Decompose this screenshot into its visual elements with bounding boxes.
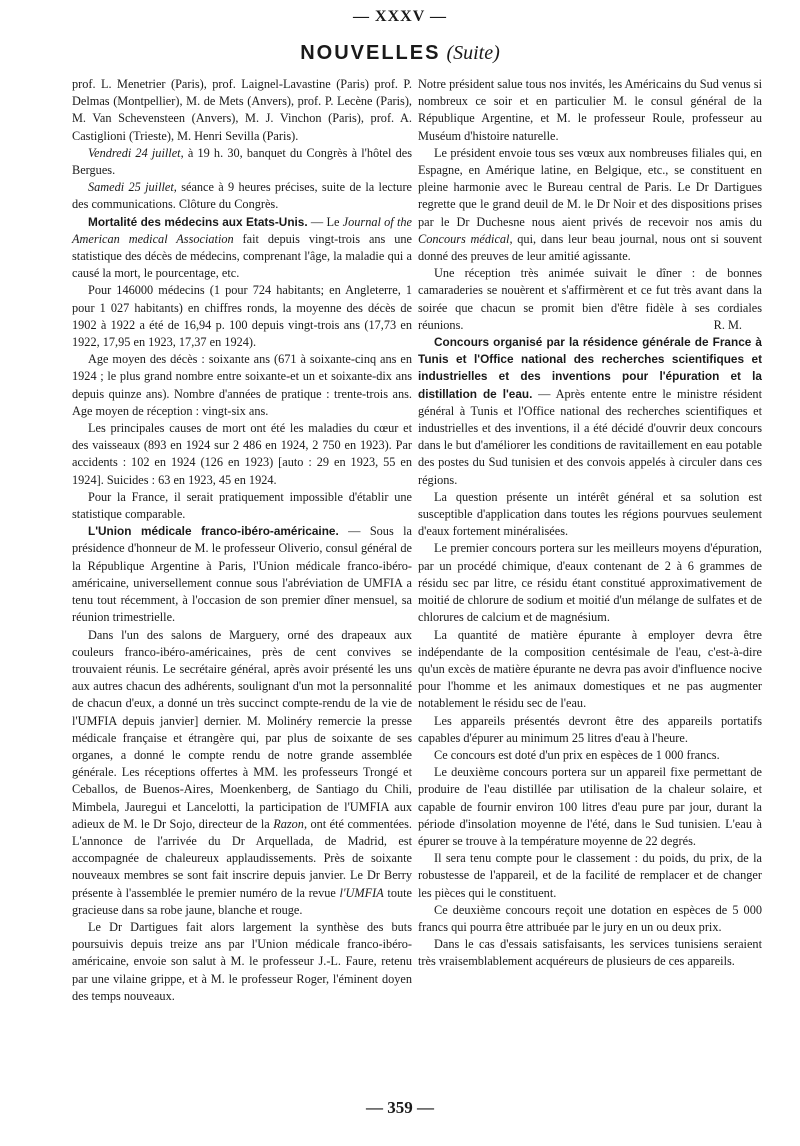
article-heading: Concours organisé par la résidence générale de France à Tunis et l'Office national des recherches scientifiques et industrielles et des inventions pour l'épuration et la distillation de l'eau. — [418, 335, 762, 401]
paragraph: Dans le cas d'essais satisfaisants, les services tunisiens seraient très vraisemblablement acquéreurs de plusieurs de ces appareils. — [418, 937, 762, 969]
paragraph-text: séance à 9 heures précises, suite de la lecture des communications. Clôture du Congrès. — [72, 180, 412, 212]
paragraph-text: toute gracieuse dans sa robe jaune, blanche et rouge. — [72, 885, 412, 917]
paragraph: Notre président salue tous nos invités, les Américains du Sud venus si nombreux ce soir et en particulier M. le consul général de la République Argentine, et M. le professeur Roule, professeur au Muséum d'histoire naturelle. — [418, 77, 762, 143]
paragraph: Les appareils présentés devront être des appareils portatifs capables d'épurer au minimum 25 litres d'eau à l'heure. — [418, 713, 762, 745]
article-concours — [418, 334, 762, 489]
paragraph-text: — Après entente entre le ministre résident général à Tunis et l'Office national des recherches scientifiques et industrielles et des inventions, il a été décidé d'ouvrir deux concours dans le but d'améliorer les conditions de ravitaillement en eau potable des postes du Sud tunisien et des convois appelés à circuler dans ces régions. — [418, 386, 763, 487]
paragraph: Pour la France, il serait pratiquement impossible d'établir une statistique comparable. — [72, 489, 412, 522]
paragraph — [72, 179, 412, 213]
umfia-title: l'UMFIA — [339, 885, 384, 900]
paragraph: Le premier concours portera sur les meilleurs moyens d'épuration, par un procédé chimique, d'eaux contenant de 2 à 6 grammes de résidu sec par litre, ce résidu étant constitué approximativement de moitié de chlorure de sodium et moitié d'un mélange de sulfates et de chlorures de calcium et de magnésium. — [418, 541, 762, 625]
page-roman-numeral: — XXXV — — [353, 8, 447, 25]
razon-title: Razon — [273, 816, 304, 831]
paragraph-text: , ont été commentées. L'annonce de l'arrivée du Dr Arquellada, de Madrid, est accompagnée de chaleureux applaudissements. Près de soixante nouveaux membres se sont fait inscrire depuis janvier. Le Dr Berry présente à l'assemblée le premier numéro de la revue — [72, 816, 412, 900]
concours-medical-title: Concours médical, — [418, 231, 513, 246]
left-column — [72, 76, 412, 1005]
page-number: — 359 — — [366, 1098, 434, 1117]
paragraph: prof. L. Menetrier (Paris), prof. Laignel-Lavastine (Paris) prof. P. Delmas (Montpellier), M. de Mets (Anvers), prof. P. Lecène (Paris), M. Van Schevensteen (Anvers), M. J. Vinchon (Paris), prof. A. Castiglioni (Trieste), M. Henri Sevilla (Paris). — [72, 77, 412, 143]
paragraph: Les principales causes de mort ont été les maladies du cœur et des vaisseaux (893 en 1924 sur 2 486 en 1924, 2 750 en 1923). Par accidents : 102 en 1924 (126 en 1923) [auto : 29 en 1923, 55 en 1924]. Suicides : 63 en 1923, 45 en 1924. — [72, 421, 412, 487]
paragraph: Ce deuxième concours reçoit une dotation en espèces de 5 000 francs qui pourra être attribuée par le jury en un ou deux prix. — [418, 902, 762, 934]
paragraph: Age moyen des décès : soixante ans (671 à soixante-cinq ans en 1924 ; le plus grand nombre entre soixante-et un et soixante-dix ans depuis quinze ans). Nombre d'années de pratique : trente-trois ans. Age moyen de réception : vingt-six ans. — [72, 352, 412, 418]
paragraph — [72, 627, 412, 919]
paragraph-text: à 19 h. 30, banquet du Congrès à l'hôtel des Bergues. — [72, 145, 412, 178]
paragraph-text: Une réception très animée suivait le dîner : de bonnes camaraderies se nouèrent et s'affirmèrent et ce fut très avant dans la soirée que chacun se promit bien d'être fidèle à ses cordiales réunions. — [418, 266, 762, 332]
paragraph: Pour 146000 médecins (1 pour 724 habitants; en Angleterre, 1 pour 1 027 habitants) en chiffres ronds, la moyenne des décès de 1902 à 1922 a été de 16,94 p. 100 depuis vingt-trois ans (17,73 en 1922, 17,95 en 1923, 17,37 en 1924). — [72, 283, 412, 350]
paragraph-text: fait depuis vingt-trois ans une statistique des décès de médecins, comprenant l'âge, la maladie qui a causé la mort, le pourcentage, etc. — [72, 231, 412, 281]
paragraph — [418, 265, 762, 334]
article-heading: L'Union médicale franco-ibéro-américaine. — [88, 524, 339, 539]
article-heading: Mortalité des médecins aux Etats-Unis. — [88, 214, 308, 229]
paragraph: La quantité de matière épurante à employer devra être indépendante de la composition centésimale de l'eau, c'est-à-dire qu'un excès de matière épurante ne devra pas avoir d'influence nocive pour l'homme et les animaux domestiques et ne pas augmenter notablement le résidu sec de l'eau. — [418, 627, 762, 711]
paragraph: La question présente un intérêt général et sa solution est susceptible d'application dans toutes les régions pourvues seulement d'eaux fortement minéralisées. — [418, 489, 762, 539]
paragraph-text: Le président envoie tous ses vœux aux nombreuses filiales qui, en Espagne, en Amérique latine, en Belgique, etc., se constituent en pleine harmonie avec le Bureau central de Paris. Le Dr Dartigues regrette que le grand deuil de M. le Dr Noir et des dispositions prises par le Dr Duchesne nous aient privés de recevoir nos amis du — [418, 145, 762, 229]
paragraph-text: Dans l'un des salons de Marguery, orné des drapeaux aux couleurs franco-ibéro-américaines, près de cent convives se trouvaient réunis. Le secrétaire général, après avoir présenté les uns aux autres chacun des adhérents, soulignant d'un mot la personnalité de chacun d'eux, a donné un très succinct compte-rendu de la vie de l'UMFIA depuis janvier] dernier. M. Molinéry remercie la presse médicale française et étrangère qui, par plus de soixante de ses organes, a donné le compte rendu de notre grande assemblée générale. Les réceptions offertes à MM. les professeurs Trongé et Ceballos, de Buenos-Aires, Moenkenberg, de Santiago du Chili, Mimbela, Jauregui et Lancelotti, la participation de l'UMFIA aux adieux de M. le Dr Sojo, directeur de la — [72, 627, 412, 831]
paragraph — [72, 145, 412, 179]
section-suite: (Suite) — [446, 42, 500, 64]
paragraph — [418, 145, 762, 265]
section-header — [0, 42, 800, 65]
date-saturday: Samedi 25 juillet, — [88, 180, 177, 195]
paragraph-text: qui, dans leur beau journal, nous ont si souvent donné des preuves de leur amitié agissante. — [418, 231, 762, 264]
journal-title: Journal of the American medical Association — [72, 214, 412, 246]
paragraph: Le deuxième concours portera sur un appareil fixe permettant de produire de l'eau distillée par utilisation de la chaleur solaire, et capable de fournir environ 100 litres d'eau pure par jour, durant la période d'insolation moyenne de l'été, dans le Sud tunisien. L'eau à épurer se trouve à la température moyenne de 22 degrés. — [418, 765, 762, 848]
article-union — [72, 523, 412, 626]
paragraph: Le Dr Dartigues fait alors largement la synthèse des buts poursuivis depuis treize ans par l'Union médicale franco-ibéro-américaine, envoie son salut à M. le professeur J.-L. Faure, retenu par une vilaine grippe, et à M. le professeur Roger, l'éminent doyen des temps nouveaux. — [72, 919, 412, 1003]
signature: R. M. — [713, 317, 742, 332]
paragraph-text: — Sous la présidence d'honneur de M. le professeur Oliverio, consul général de la République Argentine à Paris, l'Union médicale franco-ibéro-américaine, universellement connue sous l'abréviation de UMFIA a tenu tout récemment, à l'occasion de son premier dîner mensuel, sa réunion trimestrielle. — [72, 524, 412, 625]
date-friday: Vendredi 24 juillet, — [88, 145, 184, 160]
section-title: NOUVELLES — [300, 42, 441, 64]
paragraph: Ce concours est doté d'un prix en espèces de 1 000 francs. — [434, 747, 720, 762]
article-mortalite — [72, 214, 412, 283]
paragraph-text: — Le — [307, 214, 343, 229]
paragraph: Il sera tenu compte pour le classement : du poids, du prix, de la robustesse de l'appareil, et de la facilité de remplacer et de changer les pièces qui le constituent. — [418, 851, 762, 900]
right-column — [418, 76, 762, 971]
